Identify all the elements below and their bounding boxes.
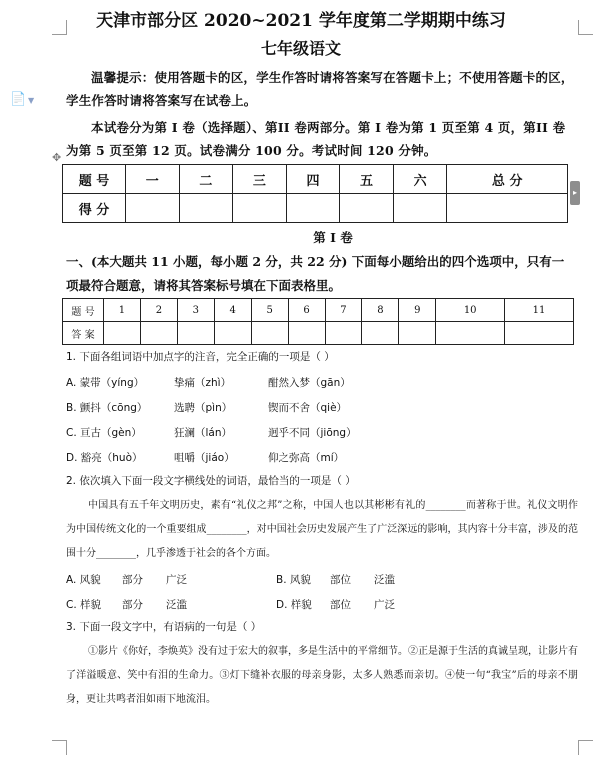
q1-option-b-word2: 选聘（pìn） <box>174 402 233 414</box>
score-table-score-row <box>63 194 568 223</box>
answer-cell[interactable] <box>177 322 214 345</box>
score-cell[interactable] <box>393 194 447 223</box>
table-add-column-handle[interactable]: ▸ <box>570 181 580 205</box>
section1-instruction: 一、(本大题共 11 小题，每小题 2 分，共 22 分) 下面每小题给出的四个选项中，只有一项最符合题意，请将其答案标号填在下面表格里。 <box>66 254 565 293</box>
answer-cell[interactable] <box>214 322 251 345</box>
q2-option-c-word2: 部分 <box>122 599 143 611</box>
answer-number-cell: 11 <box>505 299 574 322</box>
q2-option-d-word1: D. 样貌 <box>276 599 312 611</box>
answer-number-cell: 8 <box>362 299 399 322</box>
q2-option-c-word1: C. 样貌 <box>66 599 102 611</box>
question-3-passage: ①影片《你好，李焕英》没有过于宏大的叙事，多是生活中的平常细节。②正是源于生活的真诚呈现，让影片有了洋溢暖意、笑中有泪的生命力。③灯下缝补衣服的母亲身影，太多人熟悉而亲切。④使一句“我宝”后的母亲不朋身，更让共鸣者泪如雨下地流泪。 <box>66 646 578 705</box>
answer-cell[interactable] <box>140 322 177 345</box>
score-cell[interactable] <box>179 194 233 223</box>
tip-paragraph: 温馨提示：使用答题卡的区，学生作答时请将答案写在答题卡上；不使用答题卡的区，学生作答时请将答案写在试卷上。 <box>66 70 574 108</box>
score-header-cell: 一 <box>126 165 180 194</box>
q1-option-c-word2: 狂澜（lán） <box>174 427 233 439</box>
crop-mark-bottom-right <box>578 740 593 755</box>
answer-table-number-row <box>63 299 574 322</box>
q2-option-a-word1: A. 风貌 <box>66 574 101 586</box>
answer-number-cell: 6 <box>288 299 325 322</box>
q1-option-b-word1: B. 颤抖（cōng） <box>66 402 148 414</box>
answer-cell[interactable] <box>251 322 288 345</box>
answer-number-cell: 1 <box>104 299 141 322</box>
score-cell[interactable] <box>233 194 287 223</box>
q1-option-d-word3: 仰之弥高（mí） <box>268 452 345 464</box>
question-2-stem: 2. 依次填入下面一段文字横线处的词语，最恰当的一项是（ ） <box>66 475 356 487</box>
question-1-stem: 1. 下面各组词语中加点字的注音，完全正确的一项是（ ） <box>66 351 335 363</box>
score-header-cell: 总 分 <box>447 165 568 194</box>
q2-option-d-word3: 广泛 <box>374 599 395 611</box>
q1-option-a-word3: 酣然入梦（gān） <box>268 377 351 389</box>
q2-option-a-word2: 部分 <box>122 574 143 586</box>
answer-number-cell: 10 <box>436 299 505 322</box>
answer-cell[interactable] <box>104 322 141 345</box>
answer-cell[interactable] <box>362 322 399 345</box>
answer-cell[interactable] <box>325 322 362 345</box>
answer-cell[interactable] <box>505 322 574 345</box>
crop-mark-bottom-left <box>52 740 67 755</box>
answer-number-cell: 5 <box>251 299 288 322</box>
q2-option-b-word1: B. 风貌 <box>276 574 311 586</box>
answer-table-answer-row <box>63 322 574 345</box>
score-header-cell: 四 <box>286 165 340 194</box>
table-move-handle-icon[interactable]: ✥ <box>52 151 62 164</box>
answer-cell[interactable] <box>399 322 436 345</box>
score-header-cell: 三 <box>233 165 287 194</box>
q1-option-d-word1: D. 豁亮（huò） <box>66 452 143 464</box>
answer-number-cell: 9 <box>399 299 436 322</box>
structure-paragraph: 本试卷分为第 I 卷（选择题）、第II 卷两部分。第 I 卷为第 1 页至第 4 页，第II 卷为第 5 页至第 12 页。试卷满分 100 分。考试时间 120 分钟。 <box>66 120 566 158</box>
q1-option-a-word1: A. 蒙带（yíng） <box>66 377 145 389</box>
score-cell[interactable] <box>340 194 394 223</box>
question-3-stem: 3. 下面一段文字中，有语病的一句是（ ） <box>66 621 262 633</box>
score-header-cell: 二 <box>179 165 233 194</box>
answer-number-cell: 3 <box>177 299 214 322</box>
answer-header-label: 题 号 <box>63 299 104 322</box>
document-icon[interactable]: 📄 <box>10 92 27 107</box>
score-table-header-row <box>63 165 568 194</box>
q2-option-b-word3: 泛滥 <box>374 574 395 586</box>
chevron-down-icon[interactable]: ▼ <box>28 96 35 105</box>
score-header-cell: 六 <box>393 165 447 194</box>
answer-cell[interactable] <box>288 322 325 345</box>
answer-number-cell: 4 <box>214 299 251 322</box>
score-row-label: 得 分 <box>63 194 126 223</box>
q2-option-d-word2: 部位 <box>330 599 351 611</box>
answer-table <box>62 298 574 345</box>
q1-option-c-word1: C. 亘古（gèn） <box>66 427 142 439</box>
q2-option-b-word2: 部位 <box>330 574 351 586</box>
answer-cell[interactable] <box>436 322 505 345</box>
question-2-passage: 中国具有五千年文明历史，素有“礼仪之邦”之称，中国人也以其彬彬有礼的________而著称于世。礼仪文明作为中国传统文化的一个重要组成________，对中国社会历史发展产生了广泛深远的影响，其内容十分丰富，涉及的范围十分________，几乎渗透于社会的各个方面。 <box>66 500 578 559</box>
q1-option-b-word3: 锲而不舍（qiè） <box>268 402 348 414</box>
q2-option-c-word3: 泛滥 <box>166 599 187 611</box>
page-title: 天津市部分区 2020~2021 学年度第二学期期中练习 <box>96 11 506 31</box>
score-header-cell: 题 号 <box>63 165 126 194</box>
score-table <box>62 164 568 223</box>
q2-option-a-word3: 广泛 <box>166 574 187 586</box>
answer-number-cell: 7 <box>325 299 362 322</box>
score-cell[interactable] <box>126 194 180 223</box>
score-header-cell: 五 <box>340 165 394 194</box>
q1-option-a-word2: 挚痛（zhì） <box>174 377 232 389</box>
volume-label: 第 I 卷 <box>313 230 353 245</box>
subject-title: 七年级语文 <box>260 39 341 58</box>
score-cell[interactable] <box>447 194 568 223</box>
score-cell[interactable] <box>286 194 340 223</box>
q1-option-d-word2: 咀嚼（jiáo） <box>174 452 235 464</box>
answer-number-cell: 2 <box>140 299 177 322</box>
answer-row-label: 答 案 <box>63 322 104 345</box>
q1-option-c-word3: 迥乎不同（jiōng） <box>268 427 357 439</box>
